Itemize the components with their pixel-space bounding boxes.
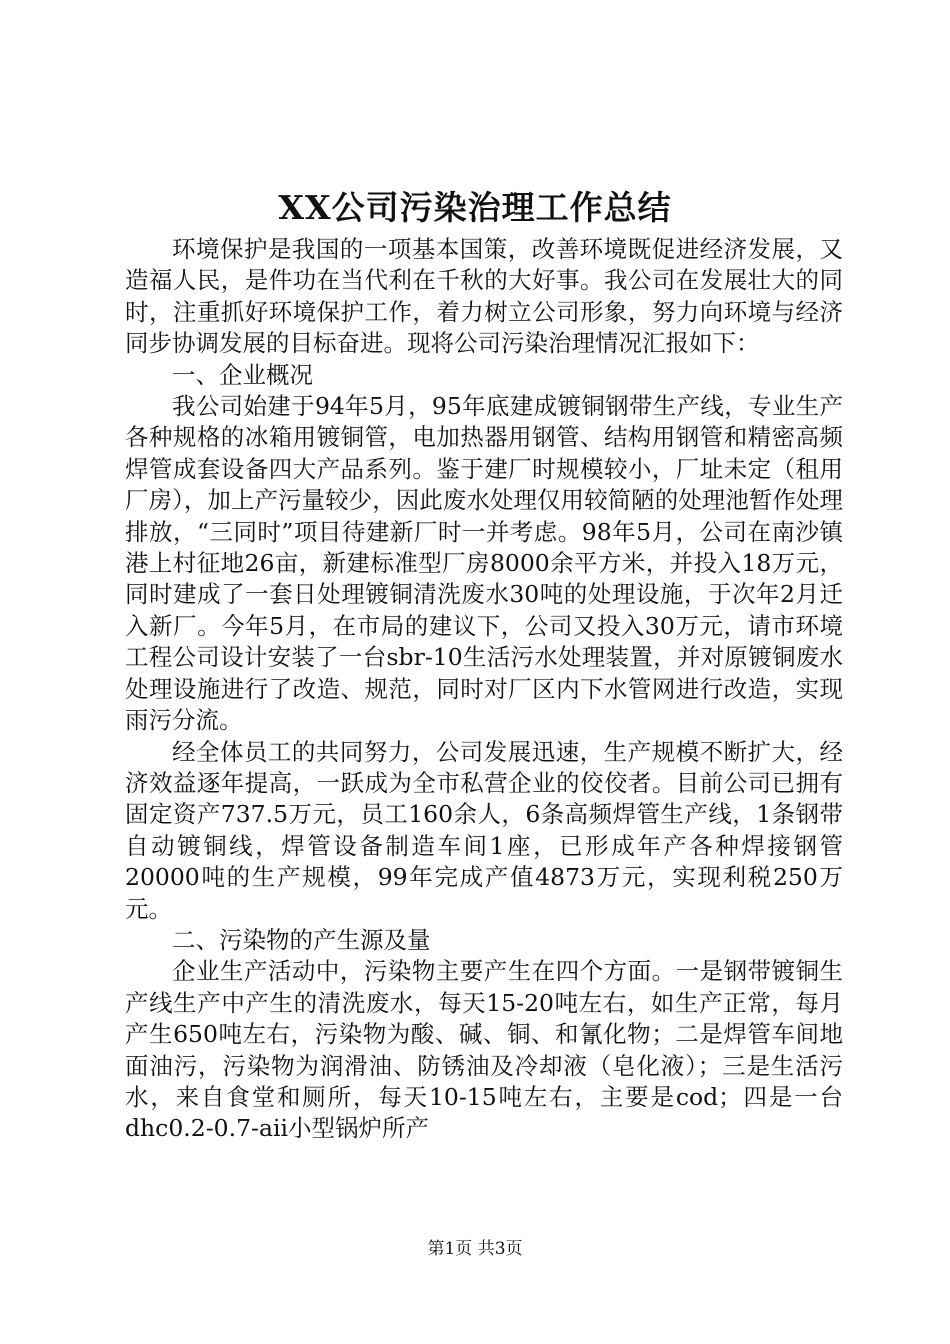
document-body bbox=[125, 234, 843, 1145]
paragraph-company-growth: 经全体员工的共同努力，公司发展迅速，生产规模不断扩大，经济效益逐年提高，一跃成为全市私营企业的佼佼者。目前公司已拥有固定资产737.5万元，员工160余人，6条高频焊管生产线，1条钢带自动镀铜线，焊管设备制造车间1座，已形成年产各种焊接钢管20000吨的生产规模，99年完成产值4873万元，实现利税250万元。 bbox=[125, 737, 843, 923]
section-heading-company-overview: 一、企业概况 bbox=[172, 360, 313, 389]
paragraph-pollution-sources: 企业生产活动中，污染物主要产生在四个方面。一是钢带镀铜生产线生产中产生的清洗废水，每天15-20吨左右，如生产正常，每月产生650吨左右，污染物为酸、碱、铜、和氰化物；二是焊管车间地面油污，污染物为润滑油、防锈油及冷却液（皂化液）；三是生活污水，来自食堂和厕所，每天10-15吨左右，主要是cod；四是一台dhc0.2-0.7-aii小型锅炉所产 bbox=[125, 957, 843, 1143]
page-number-footer: 第1页 共3页 bbox=[427, 1239, 523, 1259]
section-heading-pollution-sources: 二、污染物的产生源及量 bbox=[172, 925, 431, 954]
paragraph-intro: 环境保护是我国的一项基本国策，改善环境既促进经济发展，又造福人民，是件功在当代利在千秋的大好事。我公司在发展壮大的同时，注重抓好环境保护工作，着力树立公司形象，努力向环境与经济同步协调发展的目标奋进。现将公司污染治理情况汇报如下： bbox=[125, 235, 843, 358]
page-title: XX公司污染治理工作总结 bbox=[278, 188, 672, 227]
paragraph-company-history: 我公司始建于94年5月，95年底建成镀铜钢带生产线，专业生产各种规格的冰箱用镀铜管，电加热器用钢管、结构用钢管和精密高频焊管成套设备四大产品系列。鉴于建厂时规模较小，厂址未定（租用厂房），加上产污量较少，因此废水处理仅用较简陋的处理池暂作处理排放，“三同时”项目待建新厂时一并考虑。98年5月，公司在南沙镇港上村征地26亩，新建标准型厂房8000余平方米，并投入18万元，同时建成了一套日处理镀铜清洗废水30吨的处理设施，于次年2月迁入新厂。今年5月，在市局的建议下，公司又投入30万元，请市环境工程公司设计安装了一台sbr-10生活污水处理装置，并对原镀铜废水处理设施进行了改造、规范，同时对厂区内下水管网进行改造，实现雨污分流。 bbox=[125, 392, 843, 735]
